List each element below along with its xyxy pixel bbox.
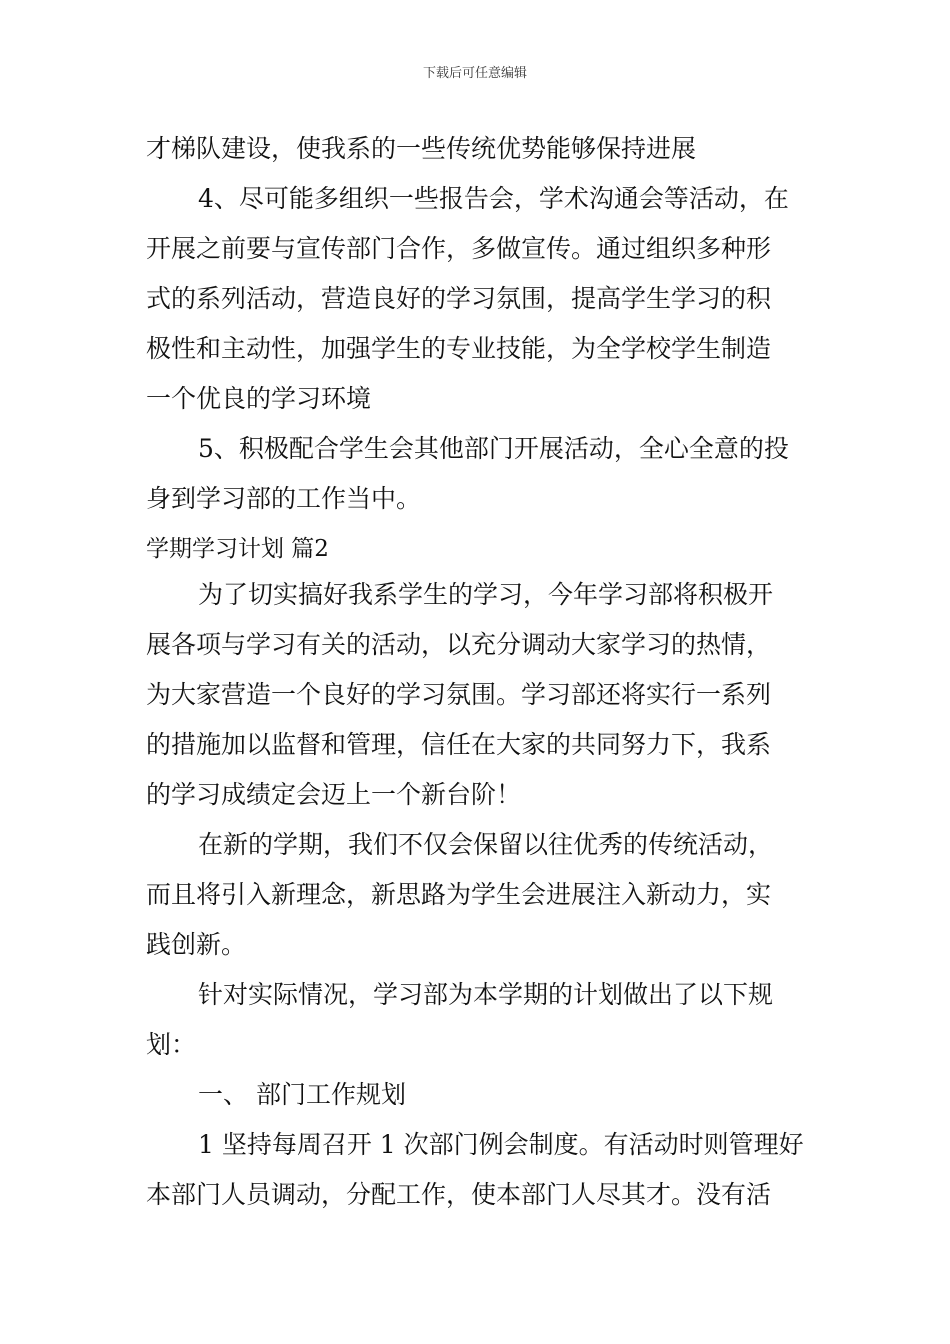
text-line: 为了切实搞好我系学生的学习，今年学习部将积极开 xyxy=(198,580,774,609)
page-header-note: 下载后可任意编辑 xyxy=(422,66,527,81)
text-line: 践创新。 xyxy=(146,930,247,959)
text-line: 的学习成绩定会迈上一个新台阶！ xyxy=(146,780,522,809)
text-line: 1 坚持每周召开 1 次部门例会制度。有活动时则管理好 xyxy=(198,1130,804,1159)
text-line: 才梯队建设，使我系的一些传统优势能够保持进展 xyxy=(146,134,697,163)
text-line: 4、尽可能多组织一些报告会，学术沟通会等活动，在 xyxy=(198,184,789,213)
text-line: 的措施加以监督和管理，信任在大家的共同努力下，我系 xyxy=(146,730,772,759)
text-line: 身到学习部的工作当中。 xyxy=(146,484,422,513)
text-line: 一个优良的学习环境 xyxy=(146,384,372,413)
text-line: 为大家营造一个良好的学习氛围。学习部还将实行一系列 xyxy=(146,680,772,709)
text-line: 开展之前要与宣传部门合作，多做宣传。通过组织多种形 xyxy=(146,234,772,263)
text-line: 划： xyxy=(146,1030,197,1059)
text-line: 展各项与学习有关的活动，以充分调动大家学习的热情， xyxy=(146,630,772,659)
subsection-heading: 一、 部门工作规划 xyxy=(198,1080,406,1109)
text-line: 式的系列活动，营造良好的学习氛围，提高学生学习的积 xyxy=(146,284,772,313)
text-line: 而且将引入新理念，新思路为学生会进展注入新动力，实 xyxy=(146,880,772,909)
text-line: 在新的学期，我们不仅会保留以往优秀的传统活动， xyxy=(198,830,774,859)
text-line: 本部门人员调动，分配工作，使本部门人尽其才。没有活 xyxy=(146,1180,772,1209)
section-heading: 学期学习计划 篇2 xyxy=(146,536,329,562)
text-line: 针对实际情况，学习部为本学期的计划做出了以下规 xyxy=(198,980,774,1009)
text-line: 极性和主动性，加强学生的专业技能，为全学校学生制造 xyxy=(146,334,772,363)
text-line: 5、积极配合学生会其他部门开展活动，全心全意的投 xyxy=(198,434,789,463)
document-body xyxy=(146,124,810,1220)
